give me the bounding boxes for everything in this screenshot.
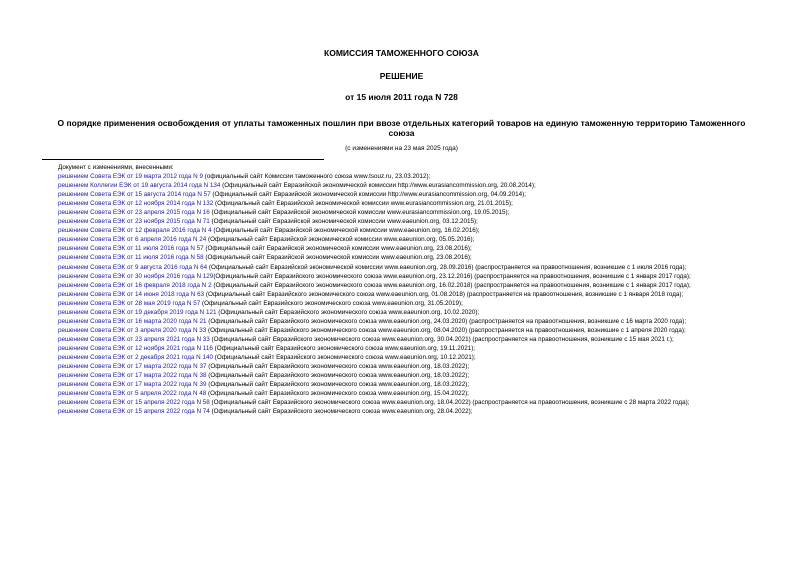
amendment-link[interactable]: решением Совета ЕЭК от 19 марта 2012 года N 9 — [58, 173, 203, 181]
amendment-link[interactable]: решением Совета ЕЭК от 15 апреля 2022 года N 74 — [58, 408, 210, 416]
amendment-item — [42, 371, 761, 380]
amendment-source: (Официальный сайт Евразийской экономической комиссии www.eaeunion.org, 28.09.2016) (распространяется на правоотношения, возникшие с 1 июля 2016 года); — [207, 263, 687, 271]
amendment-item — [42, 389, 761, 398]
amendment-link[interactable]: решением Совета ЕЭК от 15 августа 2014 года N 57 — [58, 191, 211, 199]
amendment-item — [42, 272, 761, 281]
amendment-source: (Официальный сайт Евразийского экономического союза www.eaeunion.org, 10.02.2020); — [216, 308, 480, 316]
amendment-item — [42, 208, 761, 217]
amendment-source: (Официальный сайт Евразийской экономической комиссии http://www.eurasiancommission.org, 04.09.2014); — [210, 191, 526, 199]
amendment-source: (Официальный сайт Евразийского экономического союза www.eaeunion.org, 18.03.2022); — [206, 372, 470, 380]
document-title: О порядке применения освобождения от уплаты таможенных пошлин при ввозе отдельных категорий товаров на единую таможенную территорию Таможенного союза — [57, 118, 746, 138]
amendments-intro: Документ с изменениями, внесенными: — [58, 164, 174, 171]
amendment-item — [42, 326, 761, 335]
amendment-link[interactable]: решением Совета ЕЭК от 16 марта 2020 года N 21 — [58, 317, 207, 325]
amendment-link[interactable]: решением Совета ЕЭК от 14 июня 2018 года N 63 — [58, 290, 205, 298]
amendment-item — [42, 263, 761, 272]
amendment-link[interactable]: решением Совета ЕЭК от 3 апреля 2020 года N 33 — [58, 326, 207, 334]
amendment-source: (Официальный сайт Евразийского экономического союза www.eaeunion.org, 23.12.2016) (распространяется на правоотношения, возникшие с 1 января 2017 года); — [213, 272, 691, 280]
amendment-link[interactable]: решением Совета ЕЭК от 2 декабря 2021 года N 140 — [58, 353, 213, 361]
amendment-item — [42, 244, 761, 253]
amendment-item — [42, 299, 761, 308]
amendment-source: (Официальный сайт Евразийского экономического союза www.eaeunion.org, 19.11.2021); — [212, 344, 476, 352]
document-date-heading: от 15 июля 2011 года N 728 — [345, 92, 458, 102]
amendments-list — [42, 163, 761, 416]
amendment-link[interactable]: решением Совета ЕЭК от 28 мая 2019 года N 57 — [58, 299, 201, 307]
amendment-item — [42, 226, 761, 235]
document-type-heading: РЕШЕНИЕ — [379, 71, 424, 81]
amendment-link[interactable]: решением Коллегии ЕЭК от 19 августа 2014 года N 134 — [58, 182, 221, 190]
amendment-item — [42, 398, 761, 407]
edition-note: (с изменениями на 23 мая 2025 года) — [345, 145, 458, 152]
amendment-link[interactable]: решением Совета ЕЭК от 16 февраля 2018 года N 2 — [58, 281, 212, 289]
amendment-link[interactable]: решением Совета ЕЭК от 11 июля 2016 года N 57 — [58, 245, 204, 253]
amendment-link[interactable]: решением Совета ЕЭК от 17 марта 2022 года N 39 — [58, 381, 207, 389]
amendment-link[interactable]: решением Совета ЕЭК от 12 ноября 2021 года N 116 — [58, 344, 213, 352]
amendment-source: (Официальный сайт Евразийского экономического союза www.eaeunion.org, 18.03.2022); — [206, 363, 470, 371]
amendment-link[interactable]: решением Совета ЕЭК от 23 апреля 2021 года N 33 — [58, 335, 210, 343]
amendment-source: (Официальный сайт Евразийского экономического союза www.eaeunion.org, 31.05.2019); — [200, 299, 463, 307]
amendment-item — [42, 281, 761, 290]
amendment-item — [42, 353, 761, 362]
amendment-item — [42, 253, 761, 262]
amendment-link[interactable]: решением Совета ЕЭК от 23 апреля 2015 года N 16 — [58, 209, 210, 217]
amendment-source: (Официальный сайт Евразийского экономического союза www.eaeunion.org, 08.04.2020) (распространяется на правоотношения, возникшие с 1 апреля 2020 года); — [206, 326, 686, 334]
organization-heading: КОМИССИЯ ТАМОЖЕННОГО СОЮЗА — [324, 48, 479, 58]
amendment-item — [42, 362, 761, 371]
amendment-item — [42, 199, 761, 208]
amendment-link[interactable]: решением Совета ЕЭК от 19 декабря 2019 года N 121 — [58, 308, 217, 316]
amendment-link[interactable]: решением Совета ЕЭК от 6 апреля 2016 года N 24 — [58, 236, 207, 244]
amendment-item — [42, 317, 761, 326]
amendment-source: (Официальный сайт Евразийской экономической комиссии www.eaeunion.org, 23.08.2016); — [203, 254, 472, 262]
amendment-item — [42, 344, 761, 353]
amendment-item — [42, 407, 761, 416]
amendment-source: (Официальный сайт Евразийской экономической комиссии www.eaeunion.org, 23.08.2016); — [203, 245, 472, 253]
amendment-link[interactable]: решением Совета ЕЭК от 17 марта 2022 года N 38 — [58, 372, 207, 380]
amendment-link[interactable]: решением Совета ЕЭК от 12 ноября 2014 года N 132 — [58, 200, 214, 208]
amendment-link[interactable]: решением Совета ЕЭК от 17 марта 2022 года N 37 — [58, 363, 207, 371]
amendment-item — [42, 308, 761, 317]
amendment-source: (Официальный сайт Евразийской экономической комиссии www.eurasiancommission.org, 19.05.2015); — [209, 209, 510, 217]
amendment-item — [42, 181, 761, 190]
amendment-link[interactable]: решением Совета ЕЭК от 9 августа 2016 года N 64 — [58, 263, 208, 271]
amendment-source: (Официальный сайт Евразийского экономического союза www.eaeunion.org, 18.03.2022); — [206, 381, 470, 389]
amendment-source: (Официальный сайт Евразийской экономической комиссии www.eaeunion.org, 03.12.2015); — [209, 218, 478, 226]
amendment-source: (Официальный сайт Евразийской экономической комиссии www.eurasiancommission.org, 21.01.2015); — [213, 200, 513, 208]
amendment-item — [42, 217, 761, 226]
amendment-item — [42, 380, 761, 389]
amendment-source: (Официальный сайт Евразийского экономического союза www.eaeunion.org, 16.02.2018) (распространяется на правоотношения, возникшие с 1 января 2017 года); — [211, 281, 691, 289]
amendment-source: (Официальный сайт Евразийской экономической комиссии www.eaeunion.org, 05.05.2016); — [206, 236, 475, 244]
amendment-source: (Официальный сайт Евразийского экономического союза www.eaeunion.org, 28.04.2022); — [209, 408, 473, 416]
amendment-source: (Официальный сайт Евразийской экономической комиссии http://www.eurasiancommission.org, 20.08.2014); — [220, 182, 536, 190]
amendment-source: (Официальный сайт Евразийского экономического союза www.eaeunion.org, 15.04.2022); — [206, 390, 469, 398]
amendment-link[interactable]: решением Совета ЕЭК от 5 апреля 2022 года N 48 — [58, 390, 207, 398]
amendment-link[interactable]: решением Совета ЕЭК от 30 ноября 2016 года N 129 — [58, 272, 214, 280]
amendment-source: (официальный сайт Комиссии таможенного союза www.tsouz.ru, 23.03.2012); — [202, 173, 431, 181]
amendment-link[interactable]: решением Совета ЕЭК от 15 апреля 2022 года N 58 — [58, 399, 210, 407]
amendment-source: (Официальный сайт Евразийской экономической комиссии www.eaeunion.org, 16.02.2016); — [211, 227, 480, 235]
amendment-link[interactable]: решением Совета ЕЭК от 23 ноября 2015 года N 71 — [58, 218, 210, 226]
amendment-source: (Официальный сайт Евразийского экономического союза www.eaeunion.org, 30.04.2021) (распространяется на правоотношения, возникшие с 15 мая 2021 г.); — [209, 335, 674, 343]
amendment-item — [42, 235, 761, 244]
amendment-source: (Официальный сайт Евразийского экономического союза www.eaeunion.org, 10.12.2021); — [212, 353, 476, 361]
amendment-source: (Официальный сайт Евразийского экономического союза www.eaeunion.org, 24.03.2020) (распространяется на правоотношения, возникшие с 16 марта 2020 года); — [206, 317, 687, 325]
separator-rule — [42, 159, 324, 160]
amendment-link[interactable]: решением Совета ЕЭК от 11 июля 2016 года N 58 — [58, 254, 204, 262]
amendment-link[interactable]: решением Совета ЕЭК от 12 февраля 2016 года N 4 — [58, 227, 212, 235]
amendment-item — [42, 172, 761, 181]
amendment-item — [42, 190, 761, 199]
amendment-item — [42, 290, 761, 299]
amendment-item — [42, 335, 761, 344]
amendment-source: (Официальный сайт Евразийского экономического союза www.eaeunion.org, 18.04.2022) (распространяется на правоотношения, возникшие с 28 марта 2022 года); — [209, 399, 690, 407]
amendment-source: (Официальный сайт Евразийского экономического союза www.eaeunion.org, 01.08.2018) (распространяется на правоотношения, возникшие с 1 января 2018 года); — [204, 290, 684, 298]
